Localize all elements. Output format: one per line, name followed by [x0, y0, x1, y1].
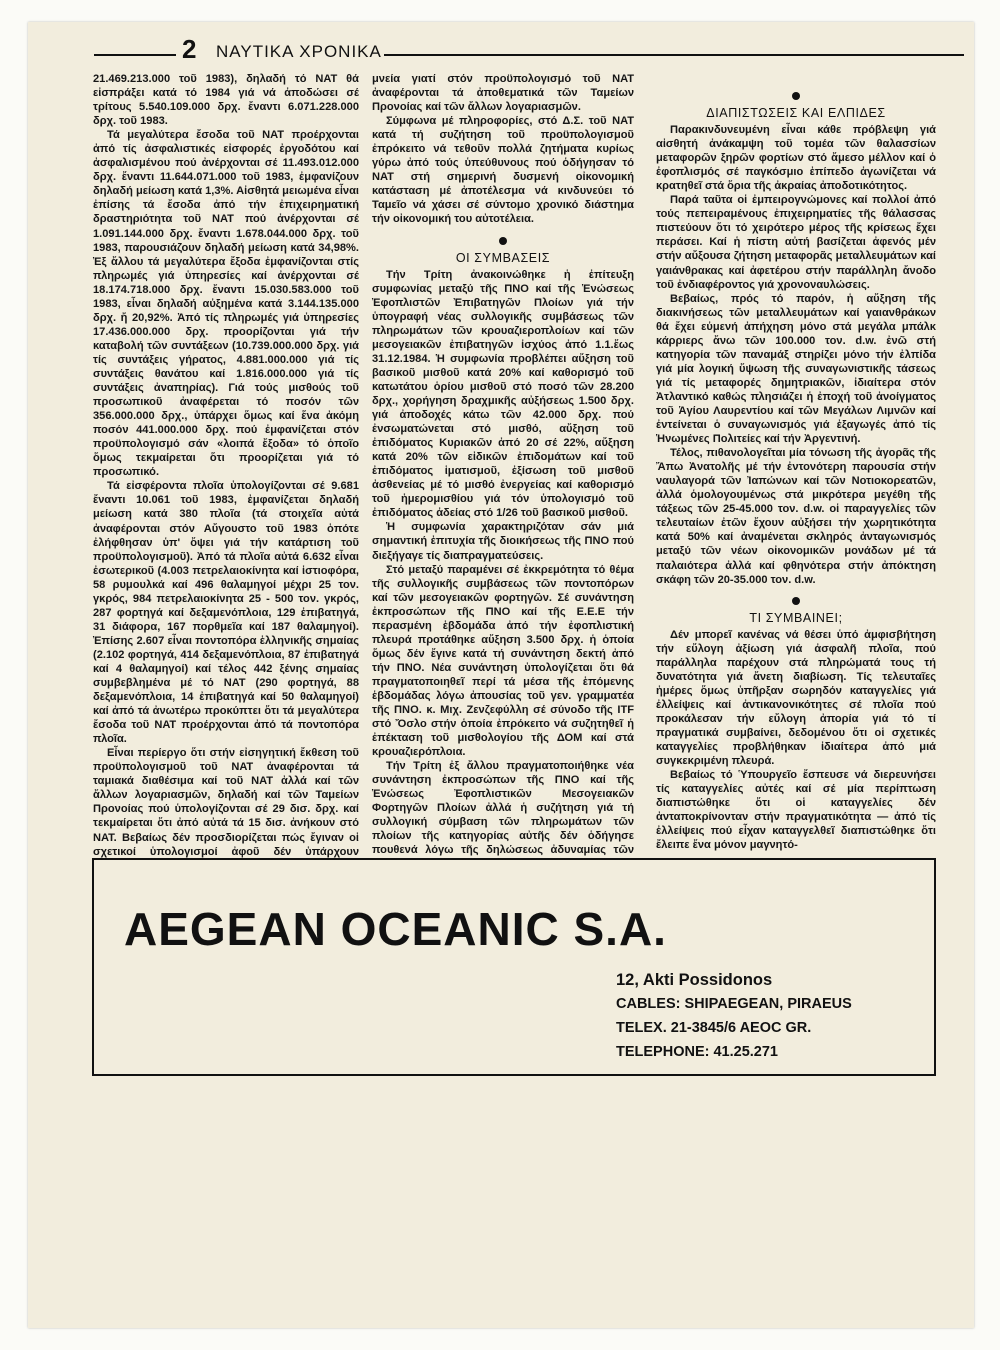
paragraph: Ἡ συμφωνία χαρακτηριζόταν σάν μιά σημαντική ἐπιτυχία τῆς διοικήσεως τῆς ΠΝΟ πού διεξήγαγε τίς διαπραγματεύσεις.: [372, 521, 634, 562]
section-heading-contracts: ΟΙ ΣΥΜΒΑΣΕΙΣ: [455, 250, 551, 265]
publication-title: ΝΑΥΤΙΚΑ ΧΡΟΝΙΚΑ: [216, 42, 382, 61]
section-heading-findings: ΔΙΑΠΙΣΤΩΣΕΙΣ ΚΑΙ ΕΛΠΙΔΕΣ: [706, 106, 886, 120]
ad-cables: CABLES: SHIPAEGEAN, PIRAEUS: [616, 996, 852, 1012]
section-heading-what-happens: ΤΙ ΣΥΜΒΑΙΝΕΙ;: [749, 610, 843, 625]
paragraph: 21.469.213.000 τοῦ 1983), δηλαδή τό ΝΑΤ θά εἰσπράξει κατά τό 1984 γιά νά ἀποδώσει σέ τρίτους 5.540.109.000 δρχ. ἔναντι 6.071.228.000 δρχ. τοῦ 1983.: [93, 73, 359, 128]
ad-contact-details: [616, 968, 852, 1064]
paragraph: Τέλος, πιθανολογεῖται μία τόνωση τῆς ἀγορᾶς τῆς Ἄπω Ἀνατολῆς μέ τήν ἐντονότερη παρουσία στήν ναυλαγορά τῶν Ἰαπώνων καί τῶν Νοτιοκορεατῶν, ἀλλά ὁμολογουμένως στά μικρότερα μεγέθη τῆς τάξεως τῶν 25-45.000 τον. d.w. οἱ παραγγελίες τῶν τελευταίων ἐτῶν ἔχουν αὐξήσει τήν χωρητικότητα κατά 50% καί ἀναμένεται σκληρός ἀνταγωνισμός μεταξύ τῶν νέων οἰκονομικῶν μονάδων μέ τά παλαιότερα ἀλλά καί φθηνότερα στήν ἀπόκτηση σκάφη τῶν 20-35.000 τον. d.w.: [656, 447, 936, 586]
article-column-3: [656, 72, 936, 870]
paragraph: Τά εἰσφέροντα πλοῖα ὑπολογίζονται σέ 9.681 ἔναντι 10.061 τοῦ 1983, ἐμφανίζεται δηλαδή μείωση κατά 380 πλοῖα (τά στοιχεῖα αὐτά ἀναφέρονται στόν Αὔγουστο τοῦ 1983 ὁπότε ἐλήφθησαν ὑπ' ὄψει γιά τήν κατάρτιση τοῦ προϋπολογισμοῦ). Ἀπό τά πλοῖα αὐτά 6.632 εἶναι ἐσωτερικοῦ (4.003 πετρελαιοκίνητα καί ἱστιοφόρα, 58 ρυμουλκά καί 496 θαλαμηγοί μέχρι 25 τον. γκρός, 984 πετρελαιοκίνητα 25 - 500 τον. γκρός, 287 φορτηγά καί δεξαμενόπλοια, 129 ἐπιβατηγά, 31 διάφορα, 167 πορθμεῖα καί 187 θαλαμηγοί). Ἐπίσης 2.607 εἶναι ποντοπόρα ἑλληνικῆς σημαίας (2.102 φορτηγά, 414 δεξαμενόπλοια, 87 ἐπιβατηγά καί 4 θαλαμηγοί) καί τέλος 442 ξένης σημαίας συμβεβλημένα μέ τό ΝΑΤ (290 φορτηγά, 88 δεξαμενόπλοια, 14 ἐπιβατηγά καί 50 θαλαμηγοί) καί ἀπό τά ἀνωτέρω προκύπτει ὅτι τά μεγαλύτερα ἔσοδα τοῦ ΝΑΤ προέρχονται ἀπό τά ποντοπόρα πλοῖα.: [93, 480, 359, 746]
page-header: [28, 32, 974, 66]
advertisement-box: [92, 858, 936, 1076]
paragraph: Στό μεταξύ παραμένει σέ ἐκκρεμότητα τό θέμα τῆς συλλογικῆς συμβάσεως τῶν ποντοπόρων καί τῶν μεσογειακῶν φορτηγῶν. Σέ συνάντηση ἐκπροσώπων τῆς ΠΝΟ καί τῆς Ε.Ε.Ε τήν περασμένη ἑβδομάδα ἀπό τήν ἐφοπλιστική πλευρά προτάθηκε αὔξηση 3.500 δρχ. ἡ ὁποία ὅμως δέν ἔγινε κατά τή συνάντηση δεκτή ἀπό τήν ΠΝΟ. Νέα συνάντηση ὑπολογίζεται ὅτι θά πραγματοποιηθεῖ περί τά μέσα τῆς ἑπόμενης ἑβδομάδας λόγω ἀπουσίας τοῦ γεν. γραμματέα τῆς ΠΝΟ. κ. Μιχ. Ζενζεφύλλη σέ σύνοδο τῆς ITF στό Ὄσλο στήν ὁποία ἐπρόκειτο νά συζητηθεῖ ἡ ἐπέκταση τοῦ μισθολογίου τῆς ΔΟΜ καί στά κρουαζιερόπλοια.: [372, 563, 634, 759]
paragraph: μνεία γιατί στόν προϋπολογισμό τοῦ ΝΑΤ ἀναφέρονται τά ἀποθεματικά τῶν Ταμείων Προνοίας καί τῶν ἄλλων λογαριασμῶν.: [372, 73, 634, 114]
ad-telephone: TELEPHONE: 41.25.271: [616, 1044, 778, 1060]
paragraph: Βεβαίως, πρός τό παρόν, ἡ αὔξηση τῆς διακινήσεως τῶν μεταλλευμάτων καί γαιανθράκων θά ἔχει εὐμενή ἀπήχηση μόνο στά μεγάλα μπάλκ κάρριερς ἄνω τῶν 100.000 τον. d.w. ἐνῶ στή κατηγορία τῶν παναμάξ στηρίζει μόνο τήν ἐλπίδα γιά μία λογική ὕψωση τῆς συναγωνιστικῆς τάσεως γιά τίς μεταφορές δημητριακῶν, ἰδιαίτερα στόν Ἀτλαντικό καθώς πλησιάζει ἡ ἐποχή τοῦ ἀνοίγματος τοῦ Ἁγίου Λαυρεντίου καί τῶν Μεγάλων Λιμνῶν καί ἐντείνεται ὁ συναγωνισμός γιά ἐξαγωγές ἀπό τίς Ἡνωμένες Πολιτείες καί τήν Ἀργεντινή.: [656, 292, 936, 446]
section-bullet: [792, 597, 800, 605]
ad-company-name: AEGEAN OCEANIC S.A.: [124, 903, 667, 955]
paragraph: Τά μεγαλύτερα ἔσοδα τοῦ ΝΑΤ προέρχονται ἀπό τίς ἀσφαλιστικές εἰσφορές ἐργοδότου καί ἀσφαλισμένου πού ἀνέρχονται σέ 11.493.012.000 δρχ. ἔναντι 11.644.071.000 τοῦ 1983, ἐμφανίζουν δηλαδή μείωση κατά 1,3%. Αἰσθητά μειωμένα εἶναι ἐπίσης τά ἔσοδα ἀπό τήν ἐπιχειρηματική δραστηριότητα τοῦ ΝΑΤ πού ἀνέρχονται σέ 1.091.144.000 δρχ. ἔναντι 1.678.044.000 δρχ. τοῦ 1983, παρουσιάζουν δηλαδή μείωση κατά 34,98%. Ἐξ ἄλλου τά μεγαλύτερα ἔξοδα ἐμφανίζονται στίς πληρωμές γιά ὑπηρεσίες καί ἀνέρχονται σέ 18.174.718.000 δρχ. ἔναντι 15.030.583.000 τοῦ 1983, εἶναι δηλαδή αὐξημένα κατά 3.144.135.000 δρχ. ἤ 20,92%. Ἀπό τίς πληρωμές γιά ὑπηρεσίες 17.436.000.000 δρχ. προορίζονται γιά τήν καταβολή τῶν συντάξεων (10.739.000.000 δρχ. γιά τίς συντάξεις γήρατος, 4.881.000.000 γιά τίς συντάξεις θανάτου καί 1.816.000.000 γιά τίς συντάξεις ἀναπηρίας). Γιά τούς μισθούς τοῦ προσωπικοῦ ἀναφέρεται τό ποσόν τῶν 356.000.000 δρχ., ὑπάρχει ὅμως καί ἕνα ἀκόμη ποσόν 441.000.000 δρχ. πού ἐμφανίζεται στόν προϋπολογισμό σάν «λοιπά ἔξοδα» τό ὁποῖο ὅμως τεκμαίρεται ὅτι προορίζεται γιά τό προσωπικό.: [93, 129, 359, 479]
paragraph: Δέν μπορεῖ κανένας νά θέσει ὑπό ἀμφισβήτηση τήν εὔλογη ἀξίωση γιά ἀσφαλῆ πλοῖα, πού παράλληλα παρέχουν στά πληρώματά τους τή δυνατότητα γιά ἄνετη διαβίωση. Τίς τελευταῖες ἡμέρες ὅμως ὑπῆρξαν σωρηδόν καταγγελίες γιά ἐλλείψεις καί ἀντικανονικότητες σέ πλοῖα πού προκάλεσαν τήν εὔλογη ἀπορία γιά τό τί πραγματικά συμβαίνει, δεδομένου ὅτι οἱ σχετικές καταγγελίες προβλήθηκαν ἰδιαίτερα ἀπό μιά συγκεκριμένη πλευρά.: [656, 628, 936, 768]
section-bullet: [792, 92, 800, 100]
paragraph: Παρά ταῦτα οἱ ἐμπειρογνώμονες καί πολλοί ἀπό τούς πεπειραμένους ἐπιχειρηματίες τῆς θάλασσας πιστεύουν ὅτι τό χειρότερο μέρος τῆς κρίσεως ἔχει περάσει. Καί ἡ πίστη αὐτή βασίζεται ἀφενός μέν στήν αὔξουσα ζήτηση μεταφορᾶς μεταλλευμάτων καί γαιάνθρακας καί ἀφετέρου στήν παράλληλη ἄνοδο τοῦ ἐνδιαφέροντος γιά χρονοναυλώσεις.: [656, 194, 936, 291]
ad-address: 12, Akti Possidonos: [616, 971, 773, 989]
article-column-2: [372, 72, 634, 870]
paragraph: Τήν Τρίτη ἀνακοινώθηκε ἡ ἐπίτευξη συμφωνίας μεταξύ τῆς ΠΝΟ καί τῆς Ἑνώσεως Ἐφοπλιστῶν Ἐπιβατηγῶν Πλοίων γιά τήν ὑπογραφή νέας συλλογικῆς συμβάσεως τῶν πληρωμάτων τῶν κρουαζιεροπλοίων καί τῶν μεσογειακῶν ἐπιβατηγῶν ἰσχύος ἀπό 1.1.ἕως 31.12.1984. Ἡ συμφωνία προβλέπει αὔξηση τοῦ βασικοῦ μισθοῦ κατά 20% καί καθορισμό τοῦ κατωτάτου ὁρίου μισθοῦ στό ποσό τῶν 28.200 δρχ., χορήγηση δραχμικῆς αὐξήσεως 1.500 δρχ. γιά ἀποδοχές κάτω τῶν 42.000 δρχ. πού ἐνσωματώνεται στό μισθό, αὔξηση τοῦ ἐπιδόματος Κυριακῶν ἀπό 20 σέ 22%, αὔξηση κατά 20% τῶν εἰδικῶν ἐπιδομάτων καί τοῦ ἐπιδόματος ἱματισμοῦ, ἐξίσωση τοῦ μισθοῦ ἀσθενείας μέ τό μισθό ἐνεργείας καί καθορισμό τοῦ ἡμερομισθίου γιά τόν ὑπολογισμό τοῦ ἐπιδόματος ἀδείας στό 1/26 τοῦ βασικοῦ μισθοῦ.: [372, 268, 634, 520]
paragraph: Παρακινδυνευμένη εἶναι κάθε πρόβλεψη γιά αἰσθητή ἀνάκαμψη τοῦ τομέα τῶν θαλασσίων μεταφορῶν ξηρῶν φορτίων στό ἄμεσο μέλλον καί ὁ ἐφοπλισμός σέ παγκόσμιο ἐπίπεδο ἀγωνίζεται νά κρατηθεῖ στά ὅρια τῆς ἀκραίας ἀποδοτικότητος.: [656, 124, 936, 193]
page-number: 2: [182, 34, 197, 64]
section-bullet: [499, 237, 507, 245]
paragraph: Εἶναι περίεργο ὅτι στήν εἰσηγητική ἔκθεση τοῦ προϋπολογισμοῦ τοῦ ΝΑΤ ἀναφέρονται τά ταμιακά διαθέσιμα καί τοῦ ΝΑΤ ἀλλά καί τῶν ἄλλων λογαριασμῶν, δηλαδή καί τῶν Ταμείων Προνοίας πού ὑπολογίζονται σέ 29 δισ. δρχ. καί τεκμαίρεται ὅτι ἀπό αὐτά τά 15 δισ. ἀνήκουν στό ΝΑΤ. Βεβαίως δέν προσδιορίζεται πώς ἔγιναν οἱ σχετικοί ὑπολογισμοί ἀφοῦ δέν ὑπάρχουν: [93, 747, 359, 858]
paragraph: Βεβαίως τό Ὑπουργεῖο ἔσπευσε νά διερευνήσει τίς καταγγελίες αὐτές καί σέ μία περίπτωση διαπιστώθηκε ὅτι οἱ καταγγελίες δέν ἀνταποκρίνονταν στήν πραγματικότητα — ἀπό τίς ἐλλείψεις πού εἶχαν καταγγελθεῖ διαπιστώθηκε ὅτι ἔλειπε ἕνα μόνον μαγνητό-: [656, 769, 936, 852]
header-rule-right: [384, 54, 964, 56]
paragraph: Σύμφωνα μέ πληροφορίες, στό Δ.Σ. τοῦ ΝΑΤ κατά τή συζήτηση τοῦ προϋπολογισμοῦ ἐπρόκειτο νά τεθοῦν πολλά ζητήματα κυρίως γύρω ἀπό τούς ὑπεύθυνους πού ὁδήγησαν τό ΝΑΤ στή σημερινή δυσμενή οἰκονομική κατάσταση μέ ἀποτέλεσμα νά κινδυνεύει τό Ταμεῖο νά χάσει σέ σύντομο χρονικό διάστημα τήν οἰκονομική του αὐτοτέλεια.: [372, 115, 634, 226]
paragraph: Τήν Τρίτη ἐξ ἄλλου πραγματοποιήθηκε νέα συνάντηση ἐκπροσώπων τῆς ΠΝΟ καί τῆς Ἑνώσεως Ἐφοπλιστικῶν Μεσογειακῶν Φορτηγῶν Πλοίων ἀλλά ἡ συζήτηση γιά τή συλλογική σύμβαση τῶν πληρωμάτων τῶν πλοίων τῆς κατηγορίας αὐτῆς δέν ὁδήγησε πουθενά λόγω τῆς δηλώσεως ἀδυναμίας τῶν: [372, 760, 634, 857]
header-rule-left: [94, 54, 176, 56]
article-column-1: [93, 72, 359, 870]
ad-telex: TELEX. 21-3845/6 AEOC GR.: [616, 1020, 812, 1036]
magazine-page: [28, 22, 974, 1328]
